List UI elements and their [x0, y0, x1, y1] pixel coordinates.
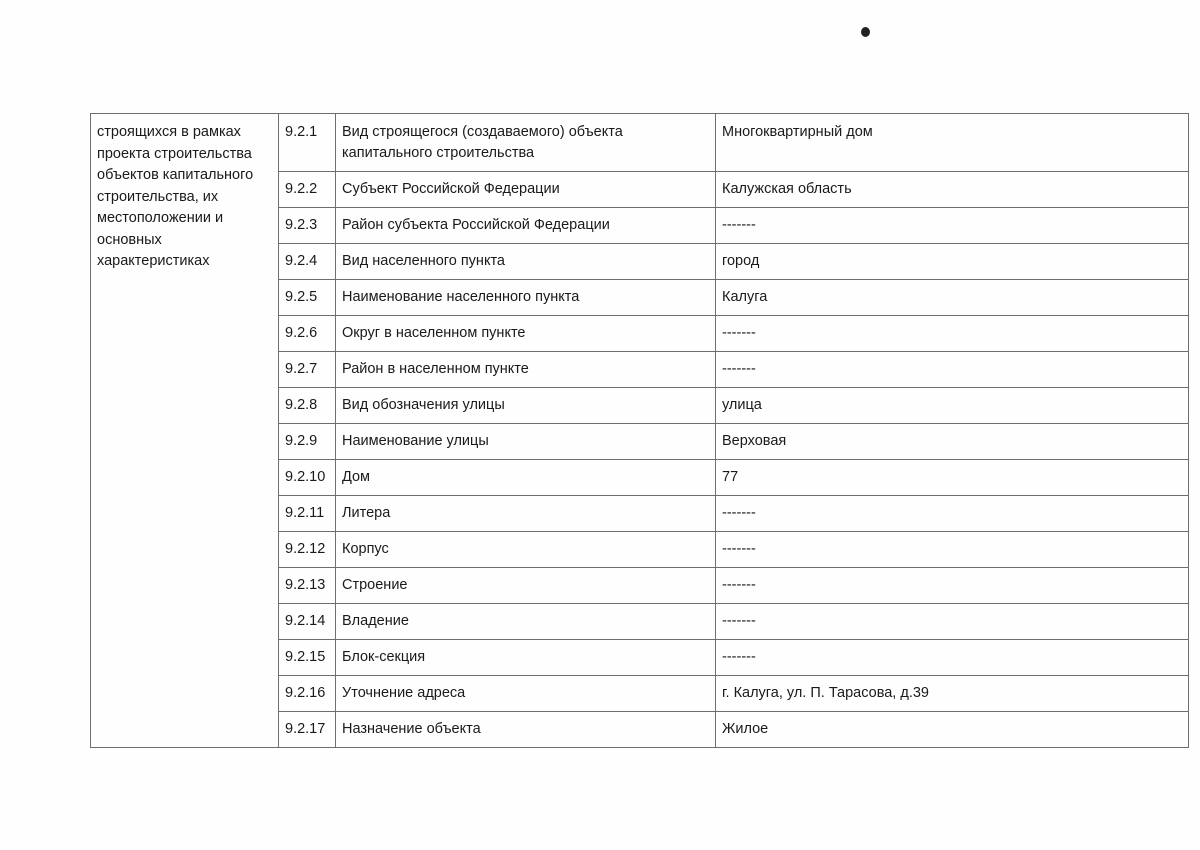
row-field: Блок-секция [336, 640, 716, 676]
row-field: Район субъекта Российской Федерации [336, 208, 716, 244]
row-field: Вид строящегося (создаваемого) объекта капитального строительства [336, 114, 716, 172]
row-value: ------- [716, 316, 1189, 352]
row-value: ------- [716, 640, 1189, 676]
row-number: 9.2.7 [279, 352, 336, 388]
row-value: город [716, 244, 1189, 280]
row-value: Калуга [716, 280, 1189, 316]
row-number: 9.2.14 [279, 604, 336, 640]
row-value: ------- [716, 532, 1189, 568]
row-field: Уточнение адреса [336, 676, 716, 712]
row-field: Вид населенного пункта [336, 244, 716, 280]
row-value: ------- [716, 352, 1189, 388]
row-value: Верховая [716, 424, 1189, 460]
row-field: Округ в населенном пункте [336, 316, 716, 352]
table-row [91, 114, 1189, 172]
row-field: Назначение объекта [336, 712, 716, 748]
row-number: 9.2.15 [279, 640, 336, 676]
row-number: 9.2.10 [279, 460, 336, 496]
object-info-table [90, 113, 1189, 748]
row-value: Многоквартирный дом [716, 114, 1189, 172]
row-number: 9.2.1 [279, 114, 336, 172]
row-value: Калужская область [716, 172, 1189, 208]
row-value: Жилое [716, 712, 1189, 748]
row-field: Вид обозначения улицы [336, 388, 716, 424]
row-value: улица [716, 388, 1189, 424]
row-field: Строение [336, 568, 716, 604]
row-number: 9.2.11 [279, 496, 336, 532]
row-number: 9.2.2 [279, 172, 336, 208]
row-number: 9.2.17 [279, 712, 336, 748]
row-value: г. Калуга, ул. П. Тарасова, д.39 [716, 676, 1189, 712]
row-field: Район в населенном пункте [336, 352, 716, 388]
row-field: Наименование улицы [336, 424, 716, 460]
row-value: ------- [716, 496, 1189, 532]
row-field: Литера [336, 496, 716, 532]
row-value: ------- [716, 604, 1189, 640]
section-label: строящихся в рамках проекта строительства объектов капитального строительства, их местоположении и основных характеристиках [91, 114, 279, 748]
row-value: 77 [716, 460, 1189, 496]
row-value: ------- [716, 568, 1189, 604]
row-number: 9.2.12 [279, 532, 336, 568]
row-field: Субъект Российской Федерации [336, 172, 716, 208]
row-field: Корпус [336, 532, 716, 568]
row-number: 9.2.8 [279, 388, 336, 424]
row-number: 9.2.13 [279, 568, 336, 604]
row-number: 9.2.6 [279, 316, 336, 352]
row-field: Владение [336, 604, 716, 640]
row-value: ------- [716, 208, 1189, 244]
row-field: Наименование населенного пункта [336, 280, 716, 316]
row-number: 9.2.5 [279, 280, 336, 316]
row-number: 9.2.3 [279, 208, 336, 244]
row-number: 9.2.9 [279, 424, 336, 460]
row-number: 9.2.16 [279, 676, 336, 712]
row-number: 9.2.4 [279, 244, 336, 280]
row-field: Дом [336, 460, 716, 496]
ink-spot [861, 27, 870, 37]
